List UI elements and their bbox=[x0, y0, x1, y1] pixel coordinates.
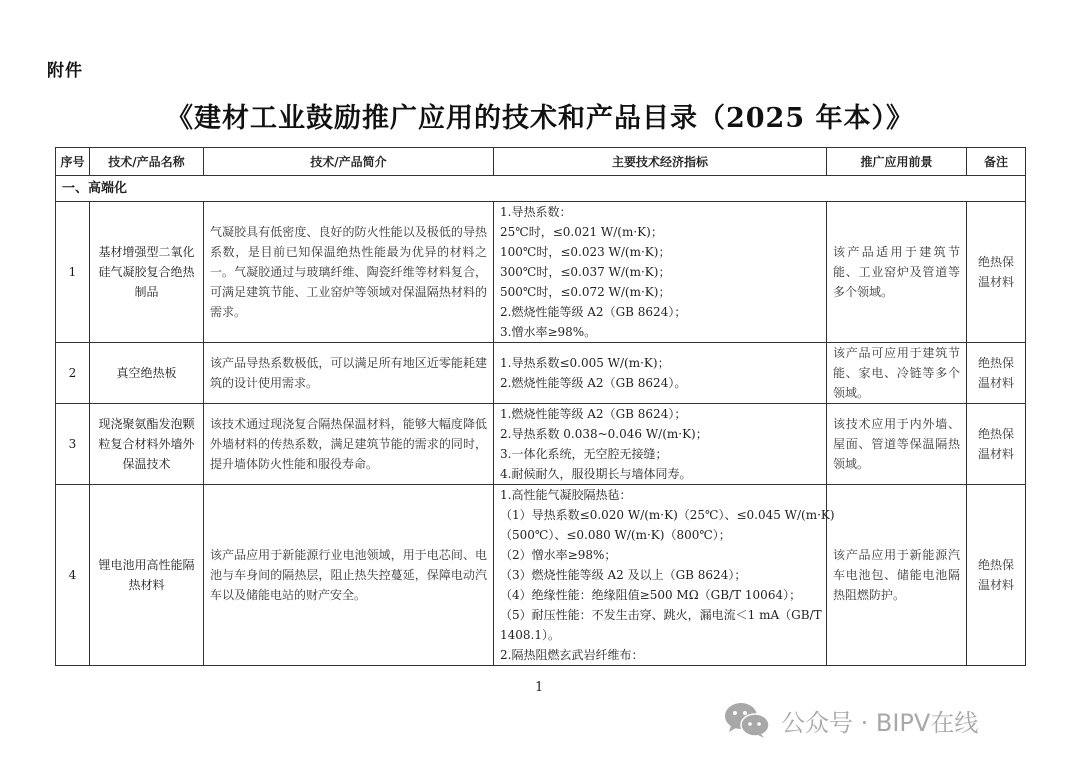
indicator-line: 2.导热系数 0.038~0.046 W/(m·K)； bbox=[500, 427, 708, 441]
row-no: 4 bbox=[56, 485, 90, 666]
row-name: 真空绝热板 bbox=[90, 343, 204, 404]
document-title: 《建材工业鼓励推广应用的技术和产品目录（2025 年本）》 bbox=[165, 103, 915, 134]
row-prospects: 该产品应用于新能源汽车电池包、储能电池隔热阻燃防护。 bbox=[827, 485, 967, 666]
table-row bbox=[56, 202, 1026, 343]
row-note: 绝热保温材料 bbox=[967, 343, 1026, 404]
header-description: 技术/产品简介 bbox=[204, 148, 494, 176]
row-description: 该技术通过现浇复合隔热保温材料，能够大幅度降低外墙材料的传热系数，满足建筑节能的需求的同时，提升墙体防火性能和服役寿命。 bbox=[204, 404, 494, 485]
row-description: 该产品应用于新能源行业电池领域，用于电芯间、电池与车身间的隔热层，阻止热失控蔓延，保障电动汽车以及储能电站的财产安全。 bbox=[204, 485, 494, 666]
table-header-row bbox=[56, 148, 1026, 176]
header-indicators: 主要技术经济指标 bbox=[494, 148, 827, 176]
page-number: 1 bbox=[535, 680, 544, 695]
indicator-line: （500℃）、≤0.080 W/(m·K)（800℃）； bbox=[500, 528, 731, 542]
row-note: 绝热保温材料 bbox=[967, 485, 1026, 666]
table-row bbox=[56, 404, 1026, 485]
indicator-line: 1.导热系数≤0.005 W/(m·K)； bbox=[500, 356, 670, 370]
indicator-line: 1.高性能气凝胶隔热毡： bbox=[500, 488, 632, 502]
indicator-line: 3.憎水率≥98%。 bbox=[500, 325, 597, 339]
indicator-line: （1）导热系数≤0.020 W/(m·K)（25℃）、≤0.045 W/(m·K) bbox=[500, 508, 835, 522]
indicator-line: （4）绝缘性能：绝缘阻值≥500 MΩ（GB/T 10064）； bbox=[500, 588, 802, 602]
catalog-table bbox=[55, 147, 1026, 666]
row-name: 现浇聚氨酯发泡颗粒复合材料外墙外保温技术 bbox=[90, 404, 204, 485]
row-indicators bbox=[494, 485, 835, 666]
indicator-line: （5）耐压性能：不发生击穿、跳火，漏电流＜1 mA（GB/T bbox=[500, 608, 822, 622]
indicator-line: 2.隔热阻燃玄武岩纤维布： bbox=[500, 648, 644, 662]
indicator-line: 1.导热系数： bbox=[500, 205, 572, 219]
row-description: 该产品导热系数极低，可以满足所有地区近零能耗建筑的设计使用需求。 bbox=[204, 343, 494, 404]
attachment-label: 附件 bbox=[47, 61, 83, 81]
row-name: 基材增强型二氧化硅气凝胶复合绝热制品 bbox=[90, 202, 204, 343]
section-row bbox=[56, 176, 1026, 202]
row-prospects: 该产品可应用于建筑节能、家电、冷链等多个领域。 bbox=[827, 343, 967, 404]
indicator-line: 300℃时，≤0.037 W/(m·K)； bbox=[500, 265, 671, 279]
row-description: 气凝胶具有低密度、良好的防火性能以及极低的导热系数，是目前已知保温绝热性能最为优异的材料之一。气凝胶通过与玻璃纤维、陶瓷纤维等材料复合，可满足建筑节能、工业窑炉等领域对保温隔热材料的需求。 bbox=[204, 202, 494, 343]
indicator-line: 500℃时，≤0.072 W/(m·K)； bbox=[500, 285, 671, 299]
row-prospects: 该产品适用于建筑节能、工业窑炉及管道等多个领域。 bbox=[827, 202, 967, 343]
header-prospects: 推广应用前景 bbox=[827, 148, 967, 176]
row-name: 锂电池用高性能隔热材料 bbox=[90, 485, 204, 666]
row-note: 绝热保温材料 bbox=[967, 404, 1026, 485]
row-indicators bbox=[494, 343, 827, 404]
table-row bbox=[56, 343, 1026, 404]
watermark bbox=[723, 701, 978, 739]
indicator-line: （2）憎水率≥98%； bbox=[500, 548, 617, 562]
indicator-line: 2.燃烧性能等级 A2（GB 8624）。 bbox=[500, 376, 687, 390]
section-label: 一、高端化 bbox=[56, 176, 1026, 202]
indicator-line: 1408.1）。 bbox=[500, 628, 560, 642]
row-indicators bbox=[494, 202, 827, 343]
indicator-line: 4.耐候耐久，服役期长与墙体同寿。 bbox=[500, 467, 692, 481]
table-row bbox=[56, 485, 1026, 666]
indicator-line: 1.燃烧性能等级 A2（GB 8624）； bbox=[500, 407, 687, 421]
row-indicators bbox=[494, 404, 827, 485]
indicator-line: 25℃时，≤0.021 W/(m·K)； bbox=[500, 225, 663, 239]
row-no: 3 bbox=[56, 404, 90, 485]
header-note: 备注 bbox=[967, 148, 1026, 176]
header-name: 技术/产品名称 bbox=[90, 148, 204, 176]
indicator-line: （3）燃烧性能等级 A2 及以上（GB 8624）； bbox=[500, 568, 747, 582]
wechat-icon bbox=[723, 701, 771, 739]
indicator-line: 100℃时，≤0.023 W/(m·K)； bbox=[500, 245, 671, 259]
row-note: 绝热保温材料 bbox=[967, 202, 1026, 343]
row-prospects: 该技术应用于内外墙、屋面、管道等保温隔热领域。 bbox=[827, 404, 967, 485]
header-no: 序号 bbox=[56, 148, 90, 176]
indicator-line: 2.燃烧性能等级 A2（GB 8624）； bbox=[500, 305, 687, 319]
row-no: 1 bbox=[56, 202, 90, 343]
watermark-text: 公众号 · BIPV在线 bbox=[781, 708, 979, 737]
row-no: 2 bbox=[56, 343, 90, 404]
indicator-line: 3.一体化系统，无空腔无接缝； bbox=[500, 447, 668, 461]
